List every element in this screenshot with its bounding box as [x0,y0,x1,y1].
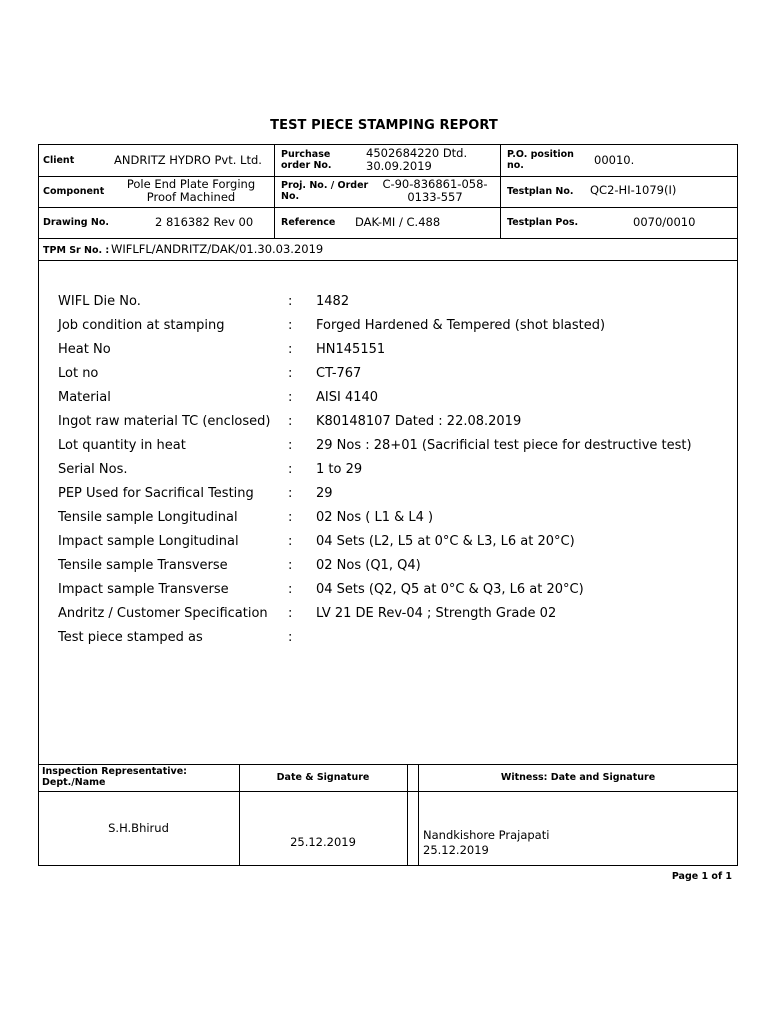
reference-label: Reference [281,217,336,228]
detail-key: Lot no [58,366,99,381]
detail-colon: : [288,366,293,381]
component-value-line1: Pole End Plate Forging [126,177,256,191]
detail-key: Andritz / Customer Specification [58,606,268,621]
detail-value: LV 21 DE Rev-04 ; Strength Grade 02 [316,606,557,621]
detail-value: HN145151 [316,342,386,357]
detail-value: AISI 4140 [316,390,379,405]
po-position-label-line1: P.O. position [507,149,574,160]
detail-colon: : [288,318,293,333]
project-order-value [372,178,498,204]
signature-header-divider [38,791,738,792]
testplan-no-label: Testplan No. [507,186,574,197]
component-value [110,178,272,204]
detail-value: Forged Hardened & Tempered (shot blasted) [316,318,606,333]
detail-value: 02 Nos ( L1 & L4 ) [316,510,434,525]
inspection-label-line2: Dept./Name [42,777,106,788]
purchase-order-number: 4502684220 Dtd. [366,146,468,160]
detail-colon: : [288,414,293,429]
header-divider [38,260,738,261]
header-column-divider [274,144,275,238]
po-position-value: 00010. [594,153,635,167]
detail-colon: : [288,534,293,549]
purchase-order-label-line1: Purchase [281,149,331,160]
po-position-label-line2: no. [507,160,524,171]
witness-name: Nandkishore Prajapati [423,828,550,842]
detail-colon: : [288,294,293,309]
detail-colon: : [288,558,293,573]
component-value-line2: Proof Machined [146,190,236,204]
witness-label: Witness: Date and Signature [500,772,656,783]
detail-colon: : [288,462,293,477]
detail-key: Tensile sample Transverse [58,558,228,573]
header-column-divider [500,144,501,238]
tpm-sr-no-label: TPM Sr No. : [43,245,110,256]
testplan-pos-value: 0070/0010 [633,215,696,229]
project-order-label [281,180,368,202]
inspector-name: S.H.Bhirud [108,821,169,835]
detail-colon: : [288,390,293,405]
project-order-label-line1: Proj. No. / Order [281,180,369,191]
project-order-value-line2: 0133-557 [407,190,463,204]
detail-key: Serial Nos. [58,462,128,477]
detail-colon: : [288,582,293,597]
detail-colon: : [288,438,293,453]
detail-key: Test piece stamped as [58,630,203,645]
inspection-representative-label [42,766,187,788]
purchase-order-value [366,147,467,173]
detail-key: Tensile sample Longitudinal [58,510,238,525]
testplan-no-value: QC2-HI-1079(I) [590,183,677,197]
po-position-label [507,149,574,171]
header-divider [38,207,738,208]
signature-column-divider [407,764,408,866]
page-number: Page 1 of 1 [671,871,732,882]
project-order-label-line2: No. [281,191,300,202]
detail-key: WIFL Die No. [58,294,141,309]
component-label: Component [43,186,105,197]
client-value: ANDRITZ HYDRO Pvt. Ltd. [114,153,262,167]
detail-colon: : [288,630,293,645]
detail-value: 04 Sets (L2, L5 at 0°C & L3, L6 at 20°C) [316,534,575,549]
purchase-order-label-line2: order No. [281,160,332,171]
drawing-no-label: Drawing No. [43,217,109,228]
inspection-label-line1: Inspection Representative: [42,766,187,777]
detail-value: 02 Nos (Q1, Q4) [316,558,421,573]
detail-key: Impact sample Transverse [58,582,229,597]
detail-value: 1 to 29 [316,462,363,477]
detail-colon: : [288,606,293,621]
inspector-date: 25.12.2019 [290,835,356,849]
detail-colon: : [288,510,293,525]
drawing-no-value: 2 816382 Rev 00 [155,215,254,229]
detail-key: Impact sample Longitudinal [58,534,239,549]
detail-key: Lot quantity in heat [58,438,186,453]
witness-date: 25.12.2019 [423,843,489,857]
detail-value: 1482 [316,294,350,309]
detail-value: CT-767 [316,366,362,381]
header-divider [38,238,738,239]
client-label: Client [43,155,75,166]
detail-key: Heat No [58,342,111,357]
date-signature-label: Date & Signature [276,772,370,783]
reference-value: DAK-MI / C.488 [355,215,441,229]
detail-value: 29 Nos : 28+01 (Sacrificial test piece for destructive test) [316,438,692,453]
detail-key: PEP Used for Sacrifical Testing [58,486,254,501]
tpm-sr-no-value: WIFLFL/ANDRITZ/DAK/01.30.03.2019 [111,242,324,256]
detail-value: K80148107 Dated : 22.08.2019 [316,414,522,429]
detail-key: Material [58,390,111,405]
testplan-pos-label: Testplan Pos. [507,217,579,228]
purchase-order-date: 30.09.2019 [366,159,432,173]
detail-colon: : [288,342,293,357]
detail-key: Job condition at stamping [58,318,225,333]
purchase-order-label [281,149,332,171]
detail-colon: : [288,486,293,501]
detail-key: Ingot raw material TC (enclosed) [58,414,271,429]
detail-value: 04 Sets (Q2, Q5 at 0°C & Q3, L6 at 20°C) [316,582,584,597]
detail-value: 29 [316,486,333,501]
signature-top-divider [38,764,738,765]
project-order-value-line1: C-90-836861-058- [382,177,488,191]
report-title: TEST PIECE STAMPING REPORT [270,118,498,133]
